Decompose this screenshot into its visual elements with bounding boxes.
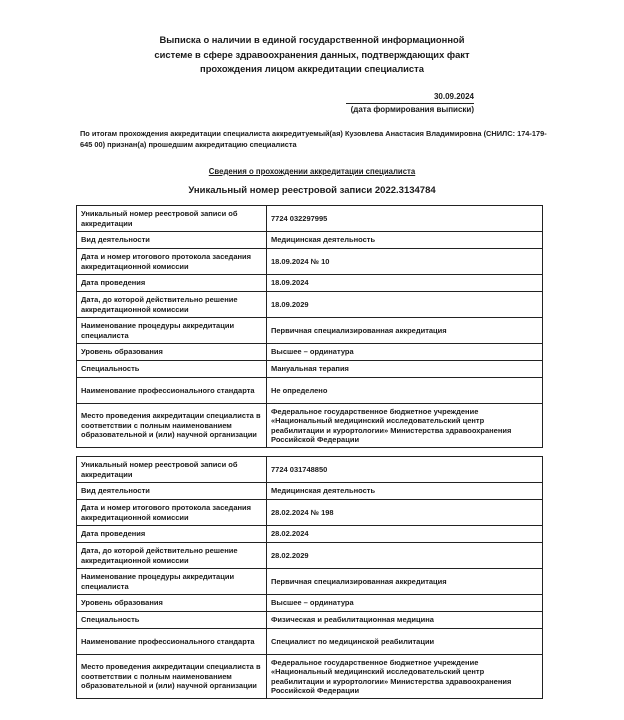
row-value: 28.02.2024 bbox=[267, 526, 543, 543]
table-row bbox=[77, 232, 543, 249]
formation-date-caption: (дата формирования выписки) bbox=[350, 105, 474, 114]
row-label: Вид деятельности bbox=[77, 232, 267, 249]
table-row bbox=[77, 483, 543, 500]
accreditation-table bbox=[76, 456, 543, 699]
table-row bbox=[77, 292, 543, 318]
row-value: Специалист по медицинской реабилитации bbox=[267, 629, 543, 655]
row-value: 18.09.2029 bbox=[267, 292, 543, 318]
row-label: Уникальный номер реестровой записи об аккредитации bbox=[77, 457, 267, 483]
row-value: 7724 031748850 bbox=[267, 457, 543, 483]
row-label: Уровень образования bbox=[77, 344, 267, 361]
row-label: Специальность bbox=[77, 361, 267, 378]
row-label: Наименование профессионального стандарта bbox=[77, 378, 267, 404]
row-label: Дата проведения bbox=[77, 526, 267, 543]
table-row bbox=[77, 612, 543, 629]
row-label: Наименование процедуры аккредитации специалиста bbox=[77, 318, 267, 344]
table-row bbox=[77, 318, 543, 344]
row-value: Федеральное государственное бюджетное учреждение «Национальный медицинский исследовательский центр реабилитации и курортологии» Министерства здравоохранения Российской Федерации bbox=[267, 655, 543, 699]
row-value: 28.02.2024 № 198 bbox=[267, 500, 543, 526]
table-row bbox=[77, 344, 543, 361]
row-value: Первичная специализированная аккредитация bbox=[267, 318, 543, 344]
row-value: Высшее – ординатура bbox=[267, 344, 543, 361]
table-row bbox=[77, 655, 543, 699]
table-row bbox=[77, 206, 543, 232]
formation-date: 30.09.2024 bbox=[346, 91, 474, 104]
table-row bbox=[77, 404, 543, 448]
row-value: 28.02.2029 bbox=[267, 543, 543, 569]
intro-paragraph: По итогам прохождения аккредитации специалиста аккредитуемый(ая) Кузовлева Анастасия Владимировна (СНИЛС: 174-179-645 00) признан(а) прошедшим аккредитацию специалиста bbox=[80, 129, 547, 149]
formation-date-block bbox=[346, 91, 474, 115]
section-heading: Сведения о прохождении аккредитации специалиста bbox=[208, 167, 416, 176]
row-label: Наименование процедуры аккредитации специалиста bbox=[77, 569, 267, 595]
row-value: Не определено bbox=[267, 378, 543, 404]
row-value: Федеральное государственное бюджетное учреждение «Национальный медицинский исследовательский центр реабилитации и курортологии» Министерства здравоохранения Российской Федерации bbox=[267, 404, 543, 448]
table-row bbox=[77, 526, 543, 543]
table-row bbox=[77, 500, 543, 526]
table-row bbox=[77, 361, 543, 378]
row-label: Дата и номер итогового протокола заседания аккредитационной комиссии bbox=[77, 500, 267, 526]
table-row bbox=[77, 457, 543, 483]
row-label: Вид деятельности bbox=[77, 483, 267, 500]
title-line: прохождения лицом аккредитации специалиста bbox=[200, 63, 424, 74]
table-row bbox=[77, 543, 543, 569]
row-label: Место проведения аккредитации специалиста в соответствии с полным наименованием образовательной и (или) научной организации bbox=[77, 655, 267, 699]
row-value: Высшее – ординатура bbox=[267, 595, 543, 612]
document-title bbox=[0, 33, 624, 77]
table-row bbox=[77, 275, 543, 292]
row-value: Медицинская деятельность bbox=[267, 232, 543, 249]
title-line: Выписка о наличии в единой государственной информационной bbox=[159, 34, 465, 45]
row-value: Первичная специализированная аккредитация bbox=[267, 569, 543, 595]
registry-record-title: Уникальный номер реестровой записи 2022.3134784 bbox=[188, 185, 436, 196]
row-label: Дата, до которой действительно решение аккредитационной комиссии bbox=[77, 292, 267, 318]
table-row bbox=[77, 378, 543, 404]
row-label: Наименование профессионального стандарта bbox=[77, 629, 267, 655]
row-label: Уровень образования bbox=[77, 595, 267, 612]
row-value: 18.09.2024 № 10 bbox=[267, 249, 543, 275]
table-row bbox=[77, 629, 543, 655]
title-line: системе в сфере здравоохранения данных, подтверждающих факт bbox=[154, 48, 470, 60]
row-label: Уникальный номер реестровой записи об аккредитации bbox=[77, 206, 267, 232]
table-row bbox=[77, 569, 543, 595]
row-value: 7724 032297995 bbox=[267, 206, 543, 232]
table-row bbox=[77, 249, 543, 275]
row-label: Место проведения аккредитации специалиста в соответствии с полным наименованием образовательной и (или) научной организации bbox=[77, 404, 267, 448]
row-value: Мануальная терапия bbox=[267, 361, 543, 378]
table-row bbox=[77, 595, 543, 612]
row-value: 18.09.2024 bbox=[267, 275, 543, 292]
row-value: Медицинская деятельность bbox=[267, 483, 543, 500]
row-label: Дата проведения bbox=[77, 275, 267, 292]
row-value: Физическая и реабилитационная медицина bbox=[267, 612, 543, 629]
row-label: Специальность bbox=[77, 612, 267, 629]
accreditation-table bbox=[76, 205, 543, 448]
row-label: Дата и номер итогового протокола заседания аккредитационной комиссии bbox=[77, 249, 267, 275]
row-label: Дата, до которой действительно решение аккредитационной комиссии bbox=[77, 543, 267, 569]
